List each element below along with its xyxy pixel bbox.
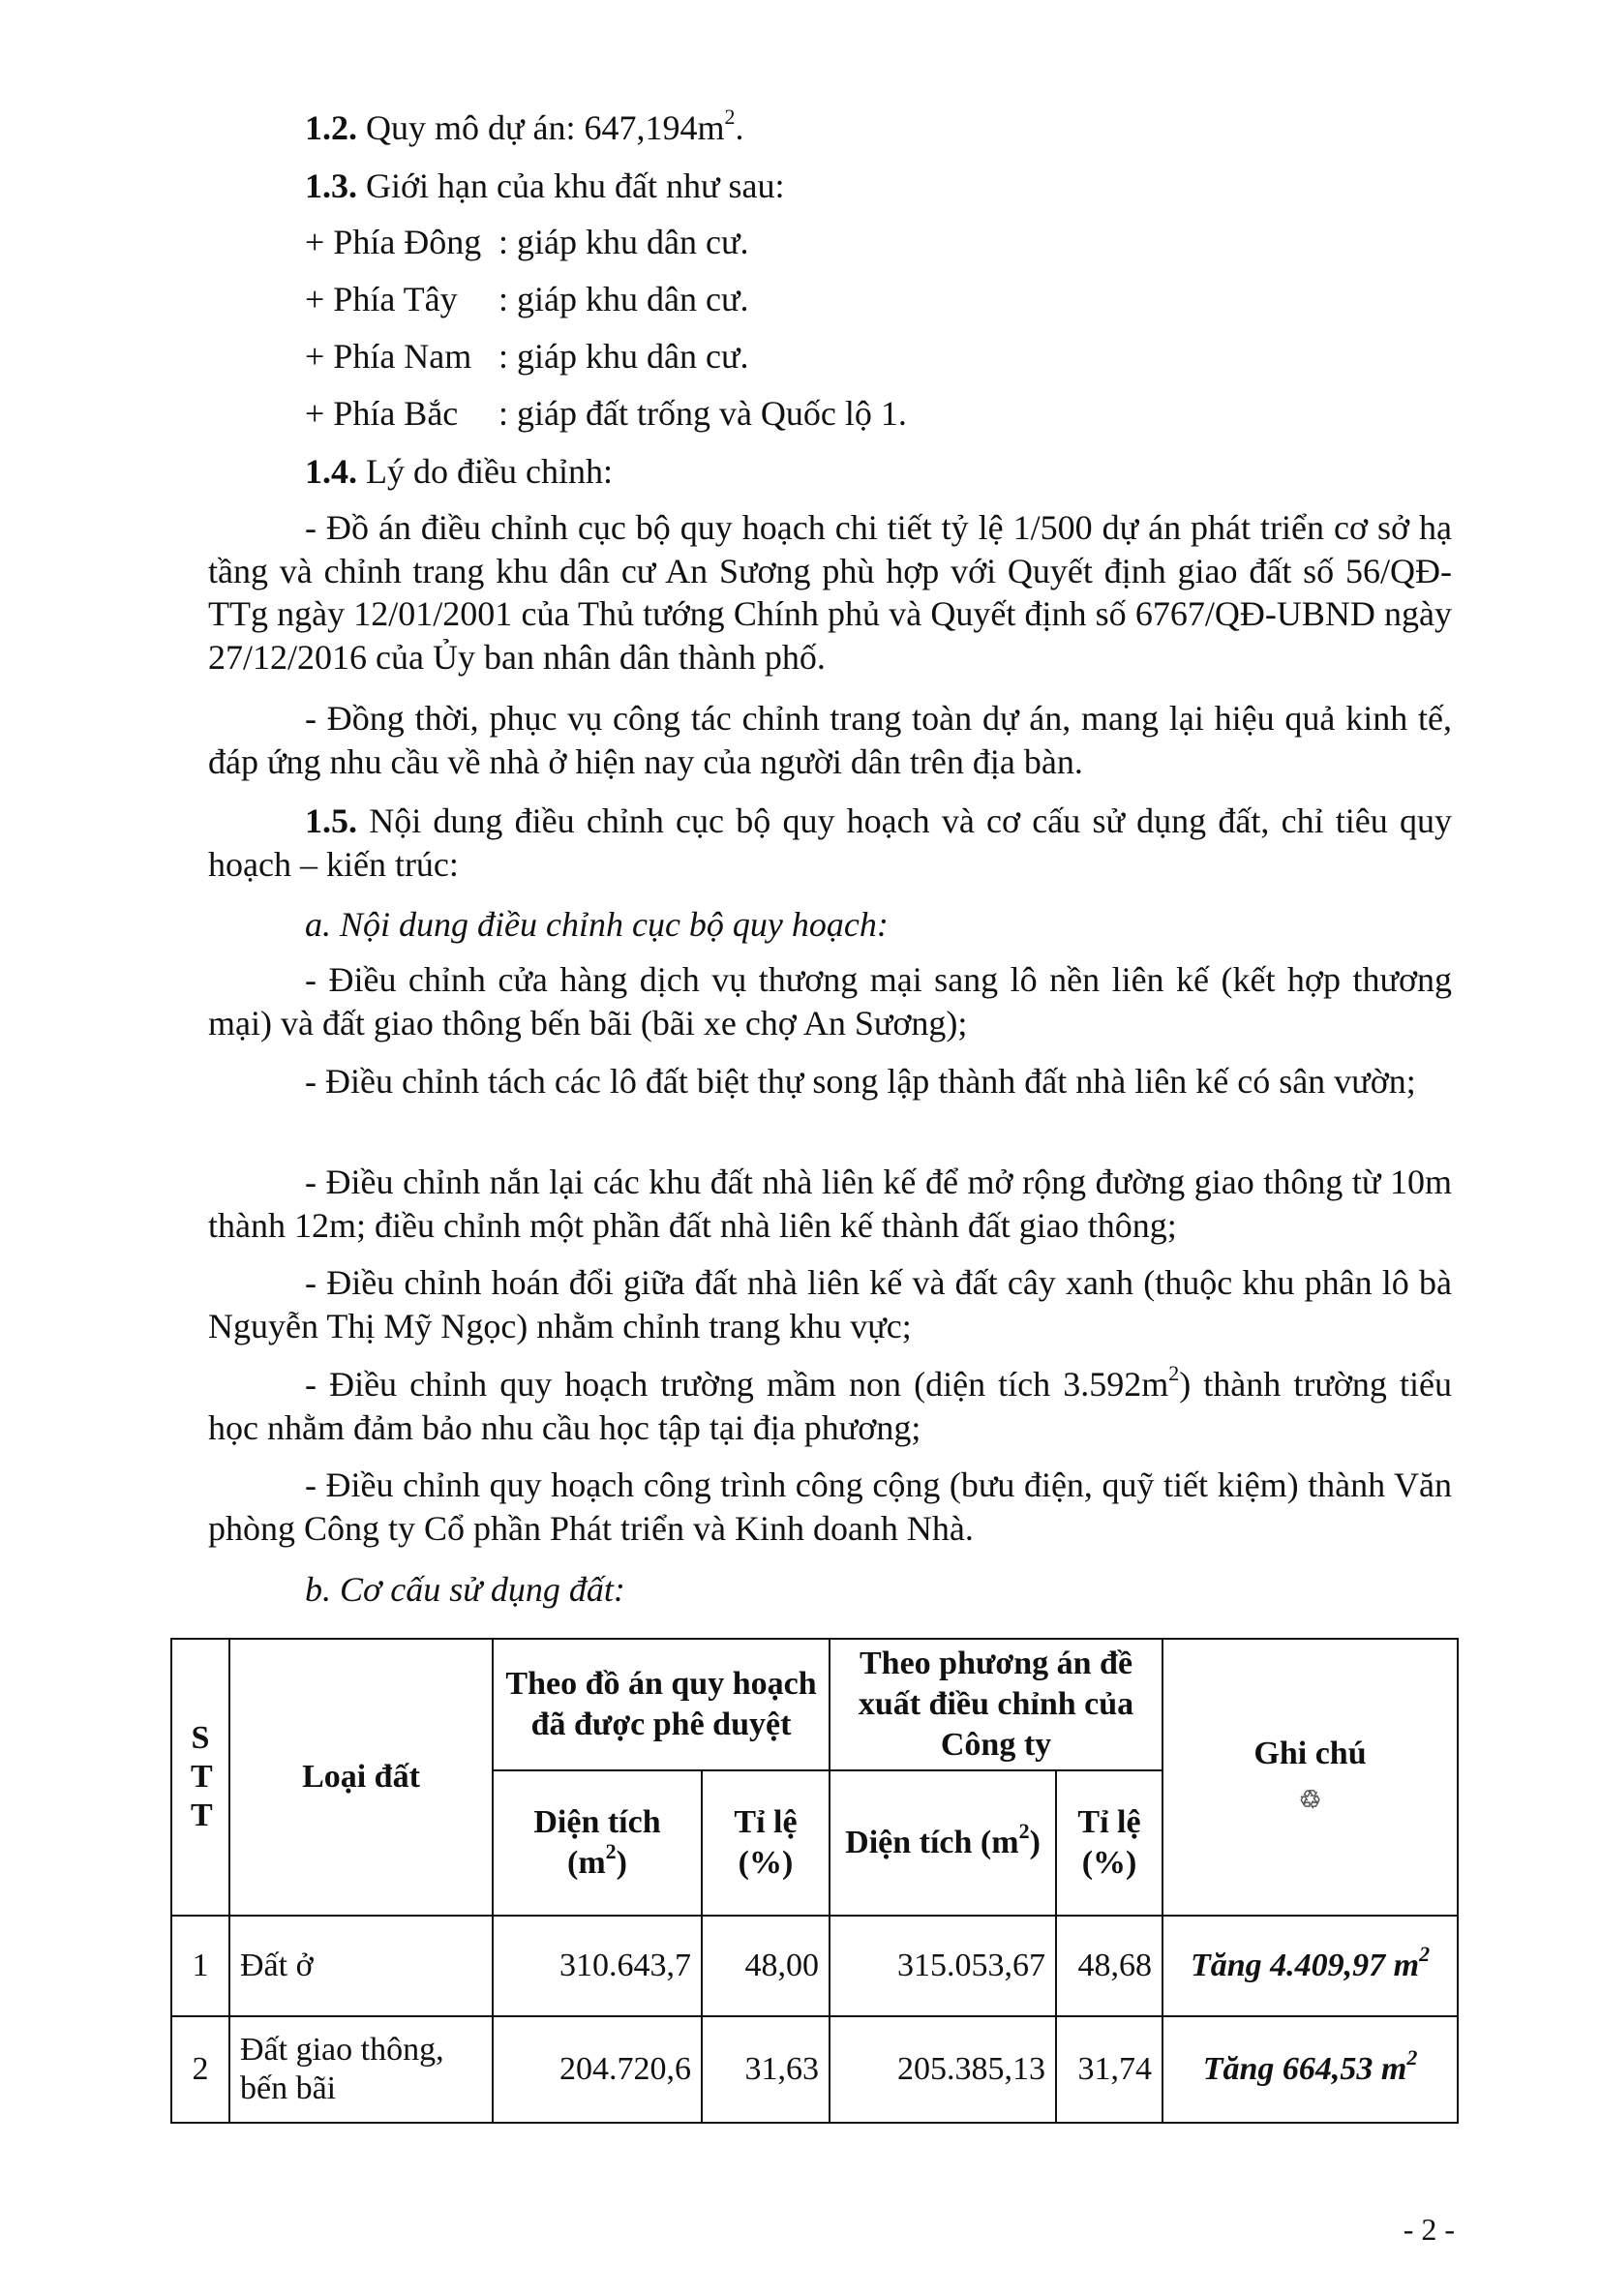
adjust-item-4: - Điều chỉnh hoán đổi giữa đất nhà liên kế và đất cây xanh (thuộc khu phân lô bà Nguyễn Thị Mỹ Ngọc) nhằm chỉnh trang khu vực; <box>208 1263 1452 1345</box>
row-ratio-approved: 31,63 <box>702 2016 830 2123</box>
adjust-item-2: - Điều chỉnh tách các lô đất biệt thự song lập thành đất nhà liên kế có sân vườn; <box>305 1062 1416 1101</box>
row-land-type: Đất giao thông, bến bãi <box>229 2016 493 2123</box>
subheading-a: a. Nội dung điều chỉnh cục bộ quy hoạch: <box>305 905 889 944</box>
header-area-2: Diện tích $(m^2)$ <box>830 1770 1056 1916</box>
subheading-b: b. Cơ cấu sử dụng đất: <box>305 1570 625 1609</box>
adjust-item-1: - Điều chỉnh cửa hàng dịch vụ thương mại sang lô nền liên kế (kết hợp thương mại) và đất giao thông bến bãi (bãi xe chợ An Sương); <box>208 960 1452 1042</box>
header-approved-plan: Theo đồ án quy hoạch đã được phê duyệt <box>493 1639 830 1770</box>
row-ratio-proposed: 48,68 <box>1056 1916 1162 2016</box>
boundary-south: + Phía Nam : giáp khu dân cư. <box>305 337 749 376</box>
page-number: - 2 - <box>1403 2212 1455 2247</box>
row-area-approved: 204.720,6 <box>493 2016 702 2123</box>
reason-paragraph-2: - Đồng thời, phục vụ công tác chỉnh trang toàn dự án, mang lại hiệu quả kinh tế, đáp ứng nhu cầu về nhà ở hiện nay của người dân trên địa bàn. <box>208 699 1452 781</box>
section-1-4: 1.4. Lý do điều chỉnh: <box>305 452 613 491</box>
row-area-proposed: 205.385,13 <box>830 2016 1056 2123</box>
header-ratio-2: Tỉ lệ (%) <box>1056 1770 1162 1916</box>
section-1-2: 1.2. Quy mô dự án: $647,194m^2$. <box>305 105 744 147</box>
header-area-1: Diện tích $(m^2)$ <box>493 1770 702 1916</box>
header-land-type: Loại đất <box>229 1639 493 1916</box>
boundary-north: + Phía Bắc : giáp đất trống và Quốc lộ 1. <box>305 394 907 433</box>
table-row <box>171 1916 1458 2016</box>
row-note: Tăng 4.409,97 $m^2$ <box>1162 1916 1458 2016</box>
boundary-west: + Phía Tây : giáp khu dân cư. <box>305 280 749 318</box>
row-land-type: Đất ở <box>229 1916 493 2016</box>
reason-paragraph-1: - Đồ án điều chỉnh cục bộ quy hoạch chi tiết tỷ lệ 1/500 dự án phát triển cơ sở hạ tầng và chỉnh trang khu dân cư An Sương phù hợp với Quyết định giao đất số 56/QĐ-TTg ngày 12/01/2001 của Thủ tướng Chính phủ và Quyết định số 6767/QĐ-UBND ngày 27/12/2016 của Ủy ban nhân dân thành phố. <box>208 508 1452 677</box>
table-row <box>171 2016 1458 2123</box>
adjust-item-5: - Điều chỉnh quy hoạch trường mầm non (diện tích $3.592m^2$) thành trường tiểu học nhằm đảm bảo nhu cầu học tập tại địa phương; <box>208 1361 1452 1447</box>
adjust-item-6: - Điều chỉnh quy hoạch công trình công cộng (bưu điện, quỹ tiết kiệm) thành Văn phòng Công ty Cổ phần Phát triển và Kinh doanh Nhà. <box>208 1465 1452 1548</box>
row-stt: 2 <box>171 2016 229 2123</box>
recycle-mark-icon: ♲ <box>1298 1786 1322 1814</box>
header-stt: STT <box>171 1639 229 1916</box>
boundary-east: + Phía Đông : giáp khu dân cư. <box>305 223 749 261</box>
header-ratio-1: Tỉ lệ (%) <box>702 1770 830 1916</box>
row-stt: 1 <box>171 1916 229 2016</box>
section-1-5: 1.5. Nội dung điều chỉnh cục bộ quy hoạch và cơ cấu sử dụng đất, chỉ tiêu quy hoạch – kiến trúc: <box>208 801 1452 884</box>
row-note: Tăng 664,53 $m^2$ <box>1162 2016 1458 2123</box>
row-ratio-approved: 48,00 <box>702 1916 830 2016</box>
row-area-approved: 310.643,7 <box>493 1916 702 2016</box>
row-ratio-proposed: 31,74 <box>1056 2016 1162 2123</box>
land-use-table <box>170 1638 1459 2124</box>
section-1-3: 1.3. Giới hạn của khu đất như sau: <box>305 166 785 205</box>
adjust-item-3: - Điều chỉnh nắn lại các khu đất nhà liên kế để mở rộng đường giao thông từ 10m thành 12m; điều chỉnh một phần đất nhà liên kế thành đất giao thông; <box>208 1163 1452 1245</box>
row-area-proposed: 315.053,67 <box>830 1916 1056 2016</box>
header-note: Ghi chú ♲ <box>1162 1639 1458 1916</box>
header-proposed-plan: Theo phương án đề xuất điều chỉnh của Công ty <box>830 1639 1162 1770</box>
